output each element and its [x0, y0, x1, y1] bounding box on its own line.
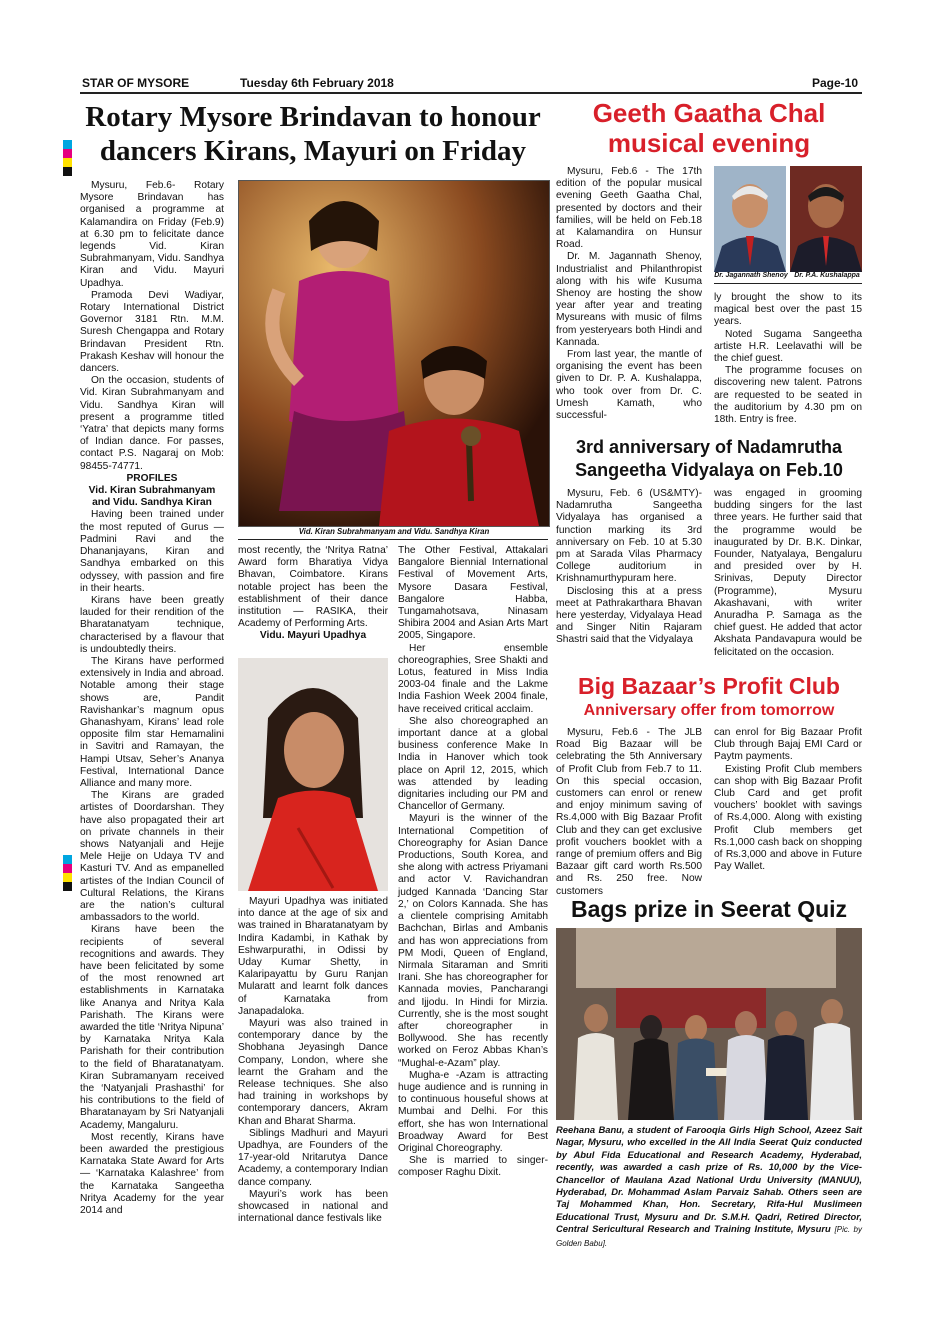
cmyk-color-bar-top	[63, 140, 72, 176]
article1-paragraph: Kirans have been the recipients of several recognitions and awards. They have been felicitated by some of the most renowned art establishments in Karnataka like Ananya and Nritya Kala Parishath. The Kirans were awarded the title ‘Nritya Nipuna’ by Karnataka Nritya Kala Parishath for their contribution to the field of Bharatanatyam. Kiran Subramanyam received the ‘Natyanjali Prashasthi’ for his contributions to the field of Bharatanayam by Sri Natyanjali Academy, Mangaluru.	[80, 924, 224, 1131]
article3-headline-line2: Sangeetha Vidyalaya on Feb.10	[575, 460, 843, 480]
article1-paragraph: She also choreographed an important dance at a global business conference Make In India in Hanover which took place on April 12, 2015, which was attended by leading dignitaries including our PM and Chancellor of Germany.	[398, 715, 548, 813]
paper-name: STAR OF MYSORE	[82, 76, 190, 90]
article2-paragraph: From last year, the mantle of organising the event has been given to Dr. P. A. Kushalappa, who took over from Dr. C. Umesh Kamath, who successful-	[556, 349, 702, 422]
article1-paragraph: The Kirans have performed extensively in India and abroad. Notable among their stage shows are, Pandit Ravishankar’s magnum opus Ghanashyam, Kirans’ lead role opposite film star Hemamalini in Savitri and Ramayan, the Hampi Utsav, Seher’s Ananya Festival, International Dance Alliance and many more.	[80, 655, 224, 789]
article1-headline-line2: dancers Kirans, Mayuri on Friday	[99, 135, 527, 167]
page-number: Page-10	[812, 76, 859, 90]
article1-paragraph: On the occasion, students of Vid. Kiran Subrahmanyam and Vidu. Sandhya Kiran will present a programme titled ‘Yatra’ that depicts many forms of Indian dance. For passes, contact P.S. Nagaraj on Mob: 98455-74771.	[80, 375, 224, 472]
article4-headline-line1: Big Bazaar’s Profit Club	[578, 673, 840, 699]
kirans-dance-photo	[238, 180, 550, 527]
photo-caption-rule	[714, 283, 862, 284]
article1-paragraph: Mayuri Upadhya was initiated into dance at the age of six and was trained in Bharatanatyam by Indira Kadambi, in Kathak by Eshwarpurathi, in Odissi by Uday Kumar Shetty, in Kalaripayattu by Guru Ranjan Mularatt and learnt folk dances of Karnataka from Janapadaloka.	[238, 896, 388, 1017]
profiles-subheading: Vid. Kiran Subrahmanyam and Vidu. Sandhya Kiran	[88, 485, 216, 509]
article1-paragraph: The Kirans are graded artistes of Doordarshan. They have also propagated their art on private channels in their shows Natyanjali and Hejje Mele Hejje on Udaya TV and Kasturi TV. And as empanelled artistes of the Indian Council of Cultural Relations, the Kirans are the nation’s cultural ambassadors to the world.	[80, 790, 224, 924]
article1-paragraph: Mayuri’s work has been showcased in national and international dance festivals like	[238, 1188, 388, 1225]
article1-paragraph: She is married to singer-composer Raghu Dixit.	[398, 1155, 548, 1179]
article4-column2	[714, 727, 862, 873]
article4-paragraph: can enrol for Big Bazaar Profit Club through Bajaj EMI Card or Paytm payments.	[714, 727, 862, 763]
kirans-photo-caption: Vid. Kiran Subrahmanyam and Vidu. Sandhya Kiran	[298, 527, 490, 536]
photo-credit: [Pic. by Golden Babu].	[556, 1225, 863, 1248]
article2-headline	[556, 98, 862, 158]
seerat-quiz-illustration	[556, 928, 862, 1120]
article1-paragraph: Mysuru, Feb.6- Rotary Mysore Brindavan has organised a programme at Kalamandira on Friday (Feb.9) at 6.30 pm to felicitate dance legends Vid. Kiran Subrahmanyam, Vidu. Sandhya Kiran and Vidu. Mayuri Upadhya.	[80, 180, 224, 289]
shenoy-caption: Dr. Jagannath Shenoy	[714, 272, 788, 279]
article3-column1	[556, 488, 702, 647]
article3-paragraph: Disclosing this at a press meet at Pathrakarthara Bhavan here yesterday, Vidyalaya Head and Singer Nitin Rajaram Shastri said that the Vidyalaya	[556, 585, 702, 646]
article1-paragraph: Mayuri was also trained in contemporary dance by the Shobhana Jeyasingh Dance Company, London, where she learnt the Graham and the Release techniques. She also had training in workshops by contemporary dancers, Akram Khan and Bharat Sharma.	[238, 1018, 388, 1127]
article1-column3	[398, 545, 548, 1180]
article1-paragraph: The Other Festival, Attakalari Bangalore Biennial International Festival of Movement Arts, Mysore Dasara Festival, Bangalore Habba, Tungamahotsava, Ninasam Shibira 2004 and Asian Arts Mart 2005, Singapore.	[398, 545, 548, 642]
article1-paragraph: Most recently, Kirans have been awarded the prestigious Karnataka State Award for Arts — ‘Karnataka Kalashree’ from the Karnataka Sangeetha Nritya Academy for the year 2014 and	[80, 1131, 224, 1217]
article2-headline-line2: musical evening	[607, 128, 811, 158]
kushalappa-portrait	[790, 166, 862, 272]
article1-paragraph: Pramoda Devi Wadiyar, Rotary International District Governor 3181 Rtn. M.M. Suresh Chengappa and Rotary Brindavan President Rtn. Prakash Keshav will honour the dancers.	[80, 289, 224, 375]
seerat-caption-text: Reehana Banu, a student of Farooqia Girls High School, Azeez Sait Nagar, Mysuru, who excelled in the All India Seerat Quiz conducted by Abul Fida Educational and Research Academy, Hyderabad, recently, was awarded a cash prize of Rs. 10,000 by the Vice-Chancellor of Maulana Azad National Urdu University (MANUU), Hyderabad, Dr. Mohammad Aslam Parvaiz Sahab. Others seen are Taj Mohammed Khan, Hon. Secretary, Rifa-Hul Muslimeen Educational Trust, Mysuru and Dr. S.M.H. Qadri, Retired Director, Central Sericultural Research and Training Institute, Mysuru	[556, 1124, 862, 1235]
article4-paragraph: Existing Profit Club members can shop with Big Bazaar Profit Club Card and get profit vouchers’ booklet with savings of Rs.4,000. Along with existing Profit Club members get Rs.1,000 cash back on shopping of Rs.3,000 and above in Future Pay Wallet.	[714, 763, 862, 873]
article3-headline	[556, 436, 862, 482]
article1-paragraph: Mugha-e -Azam is attracting huge audience and is running in to continuous houseful shows at Mumbai and Delhi. For this effort, she has won International Broadway Award for Best Original Choreography.	[398, 1069, 548, 1154]
article3-paragraph: was engaged in grooming budding singers for the last three years. He further said that the programme would be inaugurated by Dr. B.K. Dinkar, Founder, Natyalaya, Bengaluru and presided over by H. Srinivas, Deputy Director (Programme), Mysuru Akashavani, with writer Anuradha P. Samaga as the chief guest. He added that actor Akshata Pandavapura would be felicitated on the occasion.	[714, 488, 862, 658]
article2-column1	[556, 166, 702, 422]
article3-paragraph: Mysuru, Feb. 6 (US&MTY)- Nadamrutha Sangeetha Vidyalaya has organised a function marking its 3rd anniversary on Feb. 10 at 5.30 pm at Sarada Vilas Pharmacy College auditorium in Krishnamurthypuram here.	[556, 488, 702, 585]
article4-paragraph: Mysuru, Feb.6 - The JLB Road Big Bazaar will be celebrating the 5th Anniversary of Profit Club from Feb.7 to 11. On this special occasion, customers can enrol or renew and enjoy minimum saving of Rs.4,000 with Big Bazaar Profit Club and they can get exclusive profit vouchers booklet with a range of premium offers and Big Bazaar gift card worth Rs.500 and Rs. 250 free. Now customers	[556, 727, 702, 897]
jagannath-shenoy-photo	[714, 166, 786, 272]
article1-headline	[80, 100, 546, 168]
article1-column2a	[238, 545, 388, 643]
mayuri-photo-label: Vidu. Mayuri Upadhya	[259, 630, 367, 642]
cmyk-color-bar-bottom	[63, 855, 72, 891]
seerat-quiz-photo	[556, 928, 862, 1120]
seerat-quiz-caption	[556, 1124, 862, 1250]
article2-paragraph: Noted Sugama Sangeetha artiste H.R. Leelavathi will be the chief guest.	[714, 328, 862, 365]
mayuri-photo-illustration	[238, 658, 388, 891]
article1-headline-line1: Rotary Mysore Brindavan to honour	[85, 101, 541, 133]
issue-date: Tuesday 6th February 2018	[240, 76, 394, 90]
article4-headline-line2: Anniversary offer from tomorrow	[583, 702, 835, 719]
article3-headline-line1: 3rd anniversary of Nadamrutha	[575, 437, 843, 457]
header-rule	[80, 92, 862, 94]
article2-column2	[714, 292, 862, 426]
article2-paragraph: The programme focuses on discovering new talent. Patrons are requested to be seated in the auditorium by 4.30 pm on 18th. Entry is free.	[714, 365, 862, 426]
article2-paragraph: Dr. M. Jagannath Shenoy, Industrialist and Philanthropist along with his wife Kusuma Shenoy are hosting the show year after year and treating Mysureans with music of films from yesteryears both Hindi and Kannada.	[556, 251, 702, 348]
article1-paragraph: Mayuri is the winner of the International Competition of Choreography for Asian Dance Productions, South Korea, and she along with actress Priyamani and actor V. Ravichandran judged Kannada ‘Dancing Star 2,’ on Colors Kannada. She has a clientele comprising Amitabh Bachchan, Birlas and Ambanis and has won appreciations from PM Modi, Queen of England, Nirmala Sitaraman and Smriti Irani. She has choreographer for Kannada movies, Pancharangi and Ijjodu. In Hindi for Mirzia. Currently, she is the most sought after choreographer in Bollywood. She has recently worked on Feroz Abbas Khan’s “Mughal-e-Azam” play.	[398, 813, 548, 1069]
caption-rule	[238, 539, 548, 540]
mayuri-upadhya-photo	[238, 658, 388, 891]
article2-headline-line1: Geeth Gaatha Chal	[592, 98, 826, 128]
article1-paragraph: Siblings Madhuri and Mayuri Upadhya, are Founders of the 17-year-old Nritarutya Dance Academy, a contemporary Indian dance company.	[238, 1127, 388, 1188]
shenoy-portrait	[714, 166, 786, 272]
article1-paragraph: most recently, the ‘Nritya Ratna’ Award form Bharatiya Vidya Bhavan, Coimbatore. Kirans notable project has been the establishment of their dance institution — RASIKA, their Academy of Performing Arts.	[238, 545, 388, 630]
article5-headline: Bags prize in Seerat Quiz	[570, 896, 848, 922]
article3-column2	[714, 488, 862, 659]
article1-paragraph: Kirans have been greatly lauded for their rendition of the Bharatanatyam technique, characterised by a flavour that is undoubtedly theirs.	[80, 594, 224, 655]
article4-column1	[556, 727, 702, 898]
article2-paragraph: Mysuru, Feb.6 - The 17th edition of the popular musical evening Geeth Gaatha Chal, presented by doctors and their families, will be held on Feb.18 at Kalamandira on Hunsur Road.	[556, 166, 702, 251]
article1-column1	[80, 180, 224, 1217]
article1-column2b	[238, 896, 388, 1225]
article1-paragraph: Her ensemble choreographies, Sree Shakti and Lotus, featured in Miss India 2003-04 finale and the Lakme India Fashion Week 2004 finale, have received critical acclaim.	[398, 642, 548, 715]
profiles-heading: PROFILES	[126, 472, 178, 484]
article1-paragraph: Having been trained under the most reputed of Gurus — Padmini Ravi and the Dhananjayans, Kiran and Sandhya embarked on this odyssey, with passion and fire in their hearts.	[80, 509, 224, 594]
kushalappa-photo	[790, 166, 862, 272]
kirans-photo-illustration	[239, 181, 549, 526]
article2-paragraph: ly brought the show to its magical best over the past 15 years.	[714, 292, 862, 328]
kushalappa-caption: Dr. P.A. Kushalappa	[794, 272, 860, 279]
